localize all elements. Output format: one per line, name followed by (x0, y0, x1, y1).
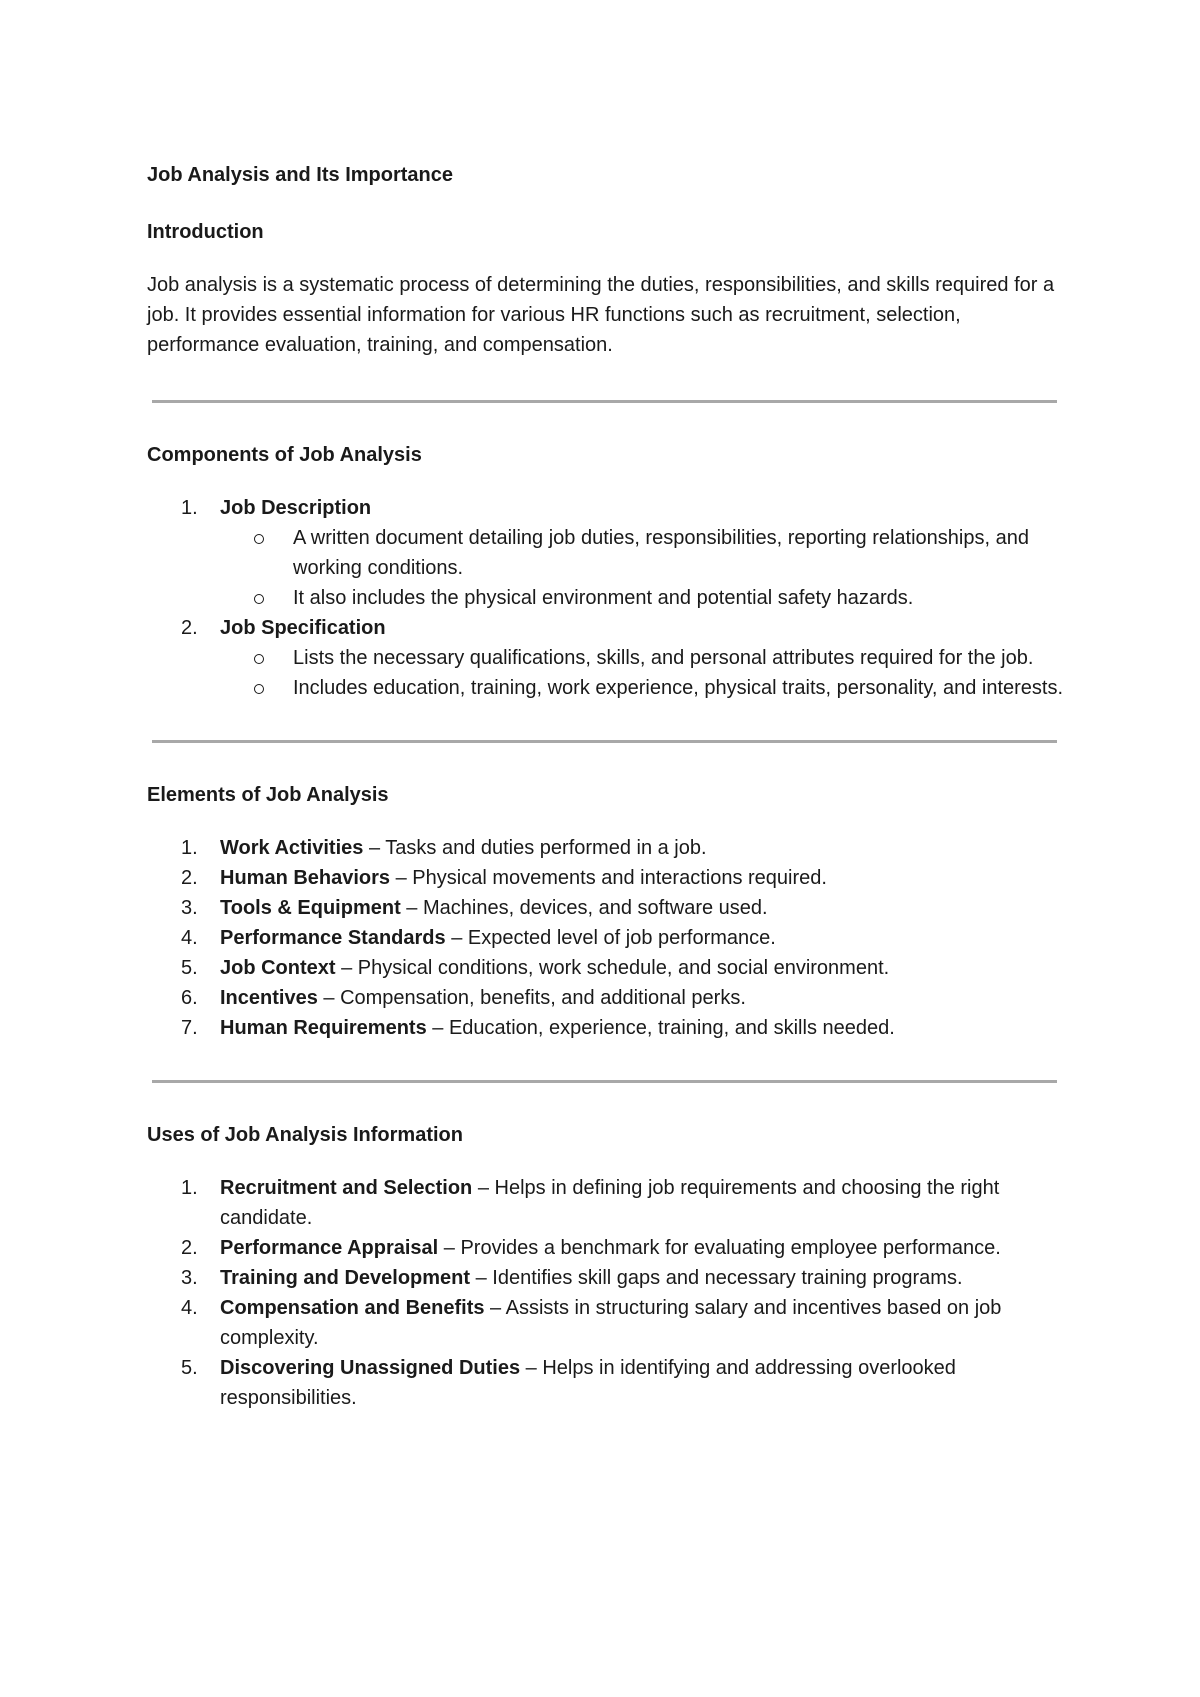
list-item (147, 613, 1067, 643)
item-label: Compensation and Benefits (220, 1297, 485, 1319)
item-label: Job Description (220, 497, 372, 519)
document-title: Job Analysis and Its Importance (147, 164, 454, 186)
list-number: 3. (181, 1267, 198, 1289)
list-item (147, 493, 1067, 523)
list-number: 4. (181, 927, 198, 949)
item-label: Human Requirements (220, 1017, 427, 1039)
item-label: Performance Standards (220, 927, 446, 949)
list-number: 2. (181, 1237, 198, 1259)
uses-heading: Uses of Job Analysis Information (147, 1124, 463, 1146)
list-item (147, 833, 1067, 863)
list-number: 1. (181, 497, 198, 519)
item-label: Work Activities (220, 837, 364, 859)
hollow-bullet-icon (254, 594, 264, 604)
bullet-text: It also includes the physical environment and potential safety hazards. (293, 587, 914, 609)
intro-heading: Introduction (147, 221, 264, 243)
item-text: – Expected level of job performance. (445, 927, 776, 949)
bullet-text: Includes education, training, work experience, physical traits, personality, and interests. (293, 677, 1064, 699)
item-label: Discovering Unassigned Duties (220, 1357, 521, 1379)
list-number: 4. (181, 1297, 198, 1319)
sub-bullet-list (220, 643, 1067, 703)
item-text: – Machines, devices, and software used. (400, 897, 768, 919)
hollow-bullet-icon (254, 534, 264, 544)
list-item (147, 1013, 1067, 1043)
list-item (220, 643, 1067, 673)
item-label: Performance Appraisal (220, 1237, 439, 1259)
item-text: – Identifies skill gaps and necessary training programs. (470, 1267, 963, 1289)
item-text: – Education, experience, training, and skills needed. (426, 1017, 895, 1039)
list-item (147, 983, 1067, 1013)
list-item (147, 1263, 1067, 1293)
components-list (147, 493, 1067, 523)
uses-list (147, 1173, 1067, 1413)
hollow-bullet-icon (254, 654, 264, 664)
item-label: Tools & Equipment (220, 897, 401, 919)
list-item (220, 583, 1067, 613)
list-number: 6. (181, 987, 198, 1009)
item-text: – Helps in defining job requirements and choosing the right candidate. (220, 1177, 1000, 1229)
list-number: 3. (181, 897, 198, 919)
list-number: 2. (181, 617, 198, 639)
list-item (147, 923, 1067, 953)
item-label: Job Specification (220, 617, 386, 639)
list-number: 5. (181, 1357, 198, 1379)
list-item (220, 523, 1067, 583)
document-page (147, 160, 1067, 1413)
item-text: – Helps in identifying and addressing overlooked responsibilities. (220, 1357, 956, 1409)
list-item (147, 1353, 1067, 1413)
elements-heading: Elements of Job Analysis (147, 784, 389, 806)
list-item (220, 673, 1067, 703)
list-item (147, 1233, 1067, 1263)
item-label: Human Behaviors (220, 867, 391, 889)
item-label: Recruitment and Selection (220, 1177, 473, 1199)
elements-list (147, 833, 1067, 1043)
bullet-text: A written document detailing job duties, responsibilities, reporting relationships, and working conditions. (293, 527, 1029, 579)
components-heading: Components of Job Analysis (147, 444, 422, 466)
item-text: – Physical movements and interactions required. (390, 867, 827, 889)
hollow-bullet-icon (254, 684, 264, 694)
list-item (147, 863, 1067, 893)
list-item (147, 893, 1067, 923)
item-text: – Provides a benchmark for evaluating employee performance. (438, 1237, 1001, 1259)
list-item (147, 953, 1067, 983)
item-text: – Assists in structuring salary and incentives based on job complexity. (220, 1297, 1002, 1349)
item-text: – Physical conditions, work schedule, and social environment. (335, 957, 890, 979)
bullet-text: Lists the necessary qualifications, skills, and personal attributes required for the job. (293, 647, 1034, 669)
list-number: 1. (181, 1177, 198, 1199)
list-number: 7. (181, 1017, 198, 1039)
item-label: Training and Development (220, 1267, 471, 1289)
list-item (147, 1293, 1067, 1353)
list-item (147, 1173, 1067, 1233)
components-list (147, 613, 1067, 643)
list-number: 1. (181, 837, 198, 859)
item-text: – Tasks and duties performed in a job. (363, 837, 707, 859)
list-number: 2. (181, 867, 198, 889)
sub-bullet-list (220, 523, 1067, 613)
item-text: – Compensation, benefits, and additional perks. (317, 987, 746, 1009)
item-label: Job Context (220, 957, 336, 979)
item-label: Incentives (220, 987, 318, 1009)
list-number: 5. (181, 957, 198, 979)
intro-paragraph: Job analysis is a systematic process of determining the duties, responsibilities, and skills required for a job. It provides essential information for various HR functions such as recruitment, selection, performance evaluation, training, and compensation. (147, 274, 1055, 356)
